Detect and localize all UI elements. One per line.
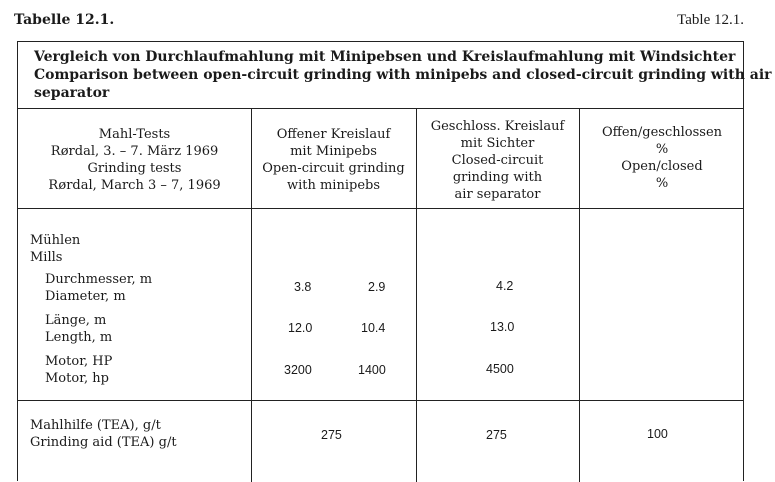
aid-ratio: 100 <box>647 427 668 441</box>
comparison-table <box>17 41 772 481</box>
length-open-b: 10.4 <box>361 321 386 335</box>
table-label-de: Tabelle 12.1. <box>14 12 115 28</box>
row-length-label: Länge, m Length, m <box>45 313 113 345</box>
row-motor-label: Motor, HP Motor, hp <box>45 354 113 386</box>
row-grinding-aid-label: Mahlhilfe (TEA), g/t Grinding aid (TEA) g/t <box>30 418 177 450</box>
mills-heading: Mühlen Mills <box>30 233 81 265</box>
header-tests: Mahl-Tests Rørdal, 3. – 7. März 1969 Grinding tests Rørdal, March 3 – 7, 1969 <box>48 127 221 193</box>
title-en-1: Comparison between open-circuit grinding with minipebs and closed-circuit grinding with air <box>34 67 772 83</box>
diameter-open-b: 2.9 <box>368 280 386 294</box>
motor-closed: 4500 <box>486 362 514 376</box>
aid-closed: 275 <box>486 428 507 442</box>
header-open-circuit: Offener Kreislauf mit Minipebs Open-circuit grinding with minipebs <box>262 127 405 193</box>
row-diameter-label: Durchmesser, m Diameter, m <box>45 272 153 304</box>
motor-open-a: 3200 <box>284 363 312 377</box>
table-label-en: Table 12.1. <box>677 12 744 28</box>
length-open-a: 12.0 <box>288 321 313 335</box>
header-closed-circuit: Geschloss. Kreislauf mit Sichter Closed-circuit grinding with air separator <box>430 119 565 202</box>
rule-below-header <box>18 208 743 209</box>
header-ratio: Offen/geschlossen % Open/closed % <box>601 125 723 191</box>
aid-open: 275 <box>321 428 342 442</box>
table-title <box>34 48 772 102</box>
title-en-2: separator <box>34 85 110 101</box>
diameter-open-a: 3.8 <box>294 280 312 294</box>
rule-below-title <box>18 108 743 109</box>
diameter-closed: 4.2 <box>496 279 514 293</box>
motor-open-b: 1400 <box>358 363 386 377</box>
rule-above-aid <box>18 400 743 401</box>
length-closed: 13.0 <box>490 320 515 334</box>
title-de: Vergleich von Durchlaufmahlung mit Minipebsen und Kreislaufmahlung mit Windsichter <box>34 49 736 65</box>
